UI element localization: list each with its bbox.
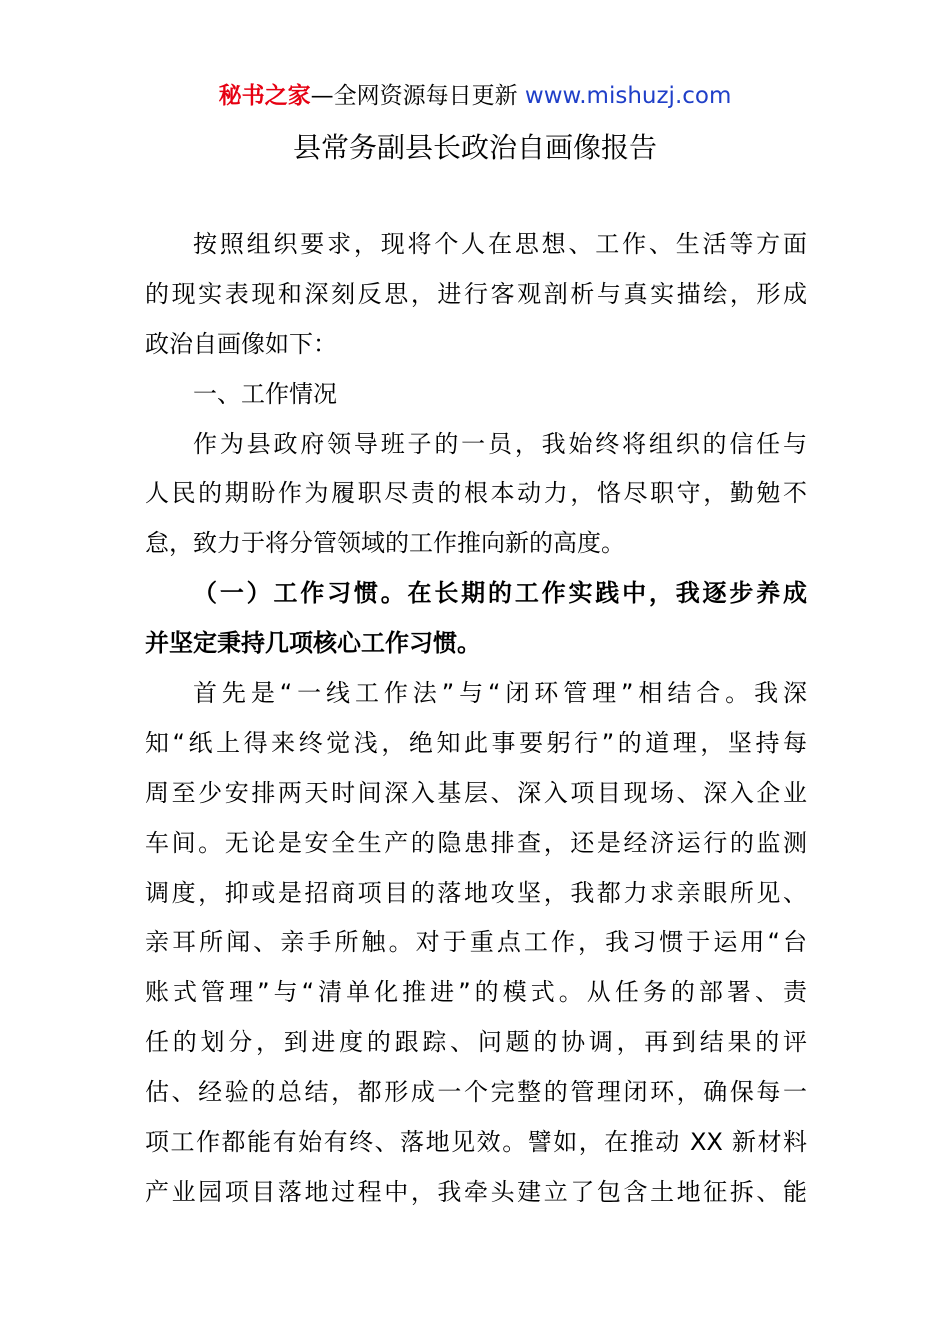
paragraph-line: 政治自画像如下： <box>145 329 337 358</box>
paragraph-line: 周至少安排两天时间深入基层、深入项目现场、深入企业 <box>145 778 807 807</box>
paragraph-line: 知“纸上得来终觉浅，绝知此事要躬行”的道理，坚持每 <box>145 728 807 757</box>
paragraph-line: 调度，抑或是招商项目的落地攻坚，我都力求亲眼所见、 <box>145 878 807 907</box>
paragraph-line: 的现实表现和深刻反思，进行客观剖析与真实描绘，形成 <box>145 279 807 308</box>
subsection-heading: （一）工作习惯。在长期的工作实践中，我逐步养成 <box>193 579 807 608</box>
section-heading: 一、工作情况 <box>193 379 337 408</box>
site-brand: 秘书之家 <box>218 83 311 109</box>
paragraph-line: 项工作都能有始有终、落地见效。譬如，在推动 XX 新材料 <box>145 1128 807 1157</box>
document-body <box>145 220 807 1218</box>
paragraph-line: 按照组织要求，现将个人在思想、工作、生活等方面 <box>193 230 807 258</box>
site-header <box>0 78 950 114</box>
paragraph-line: 账式管理”与“清单化推进”的模式。从任务的部署、责 <box>145 978 807 1007</box>
paragraph-line: 估、经验的总结，都形成一个完整的管理闭环，确保每一 <box>145 1078 807 1107</box>
paragraph-line: 首先是“一线工作法”与“闭环管理”相结合。我深 <box>193 679 807 708</box>
paragraph-line: 车间。无论是安全生产的隐患排查，还是经济运行的监测 <box>145 828 807 857</box>
paragraph-line: 人民的期盼作为履职尽责的根本动力，恪尽职守，勤勉不 <box>145 479 807 508</box>
paragraph-line: 亲耳所闻、亲手所触。对于重点工作，我习惯于运用“台 <box>145 928 807 957</box>
site-tagline: —全网资源每日更新 <box>310 83 525 109</box>
paragraph-line: 作为县政府领导班子的一员，我始终将组织的信任与 <box>193 429 807 458</box>
paragraph-line: 怠，致力于将分管领域的工作推向新的高度。 <box>145 529 625 558</box>
paragraph-line: 产业园项目落地过程中，我牵头建立了包含土地征拆、能 <box>145 1177 807 1206</box>
subsection-heading: 并坚定秉持几项核心工作习惯。 <box>145 629 481 658</box>
paragraph-line: 任的划分，到进度的跟踪、问题的协调，再到结果的评 <box>145 1028 807 1057</box>
document-title: 县常务副县长政治自画像报告 <box>292 131 657 164</box>
site-url-link[interactable]: www.mishuzj.com <box>524 83 732 109</box>
